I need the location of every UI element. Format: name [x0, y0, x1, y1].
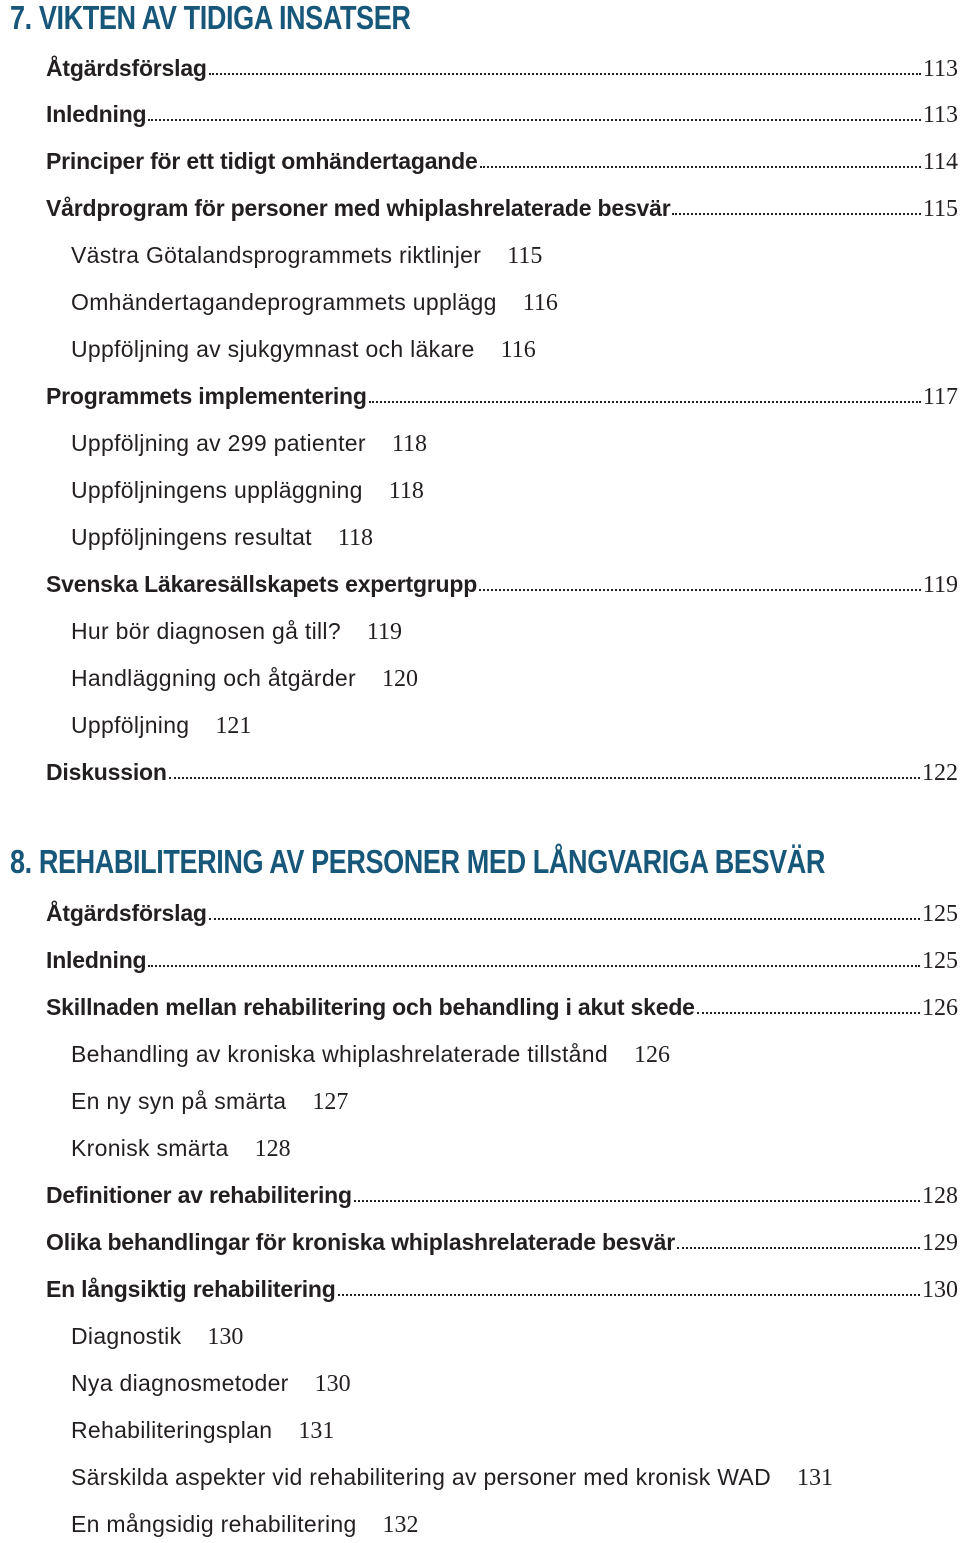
toc-entry[interactable] [46, 989, 958, 1025]
toc-entry-page: 126 [922, 995, 958, 1021]
toc-entry-title: Åtgärdsförslag [46, 55, 207, 81]
dot-leader [338, 1294, 920, 1296]
toc-entry-page: 113 [922, 56, 958, 82]
toc-subentry-title: Västra Götalandsprogrammets riktlinjer [71, 242, 482, 268]
toc-entry-page: 119 [922, 572, 958, 598]
toc-entry-title: Skillnaden mellan rehabilitering och behandling i akut skede [46, 994, 695, 1020]
toc-subentry-page: 126 [633, 1042, 670, 1068]
toc-subentry-page: 118 [388, 478, 424, 504]
toc-subentry-title: Handläggning och åtgärder [71, 665, 356, 691]
toc-subentry-page: 118 [337, 525, 373, 551]
toc-entry-page: 117 [922, 384, 958, 410]
toc-subentry-title: Rehabiliteringsplan [71, 1417, 273, 1443]
toc-entry-page: 122 [922, 760, 958, 786]
toc-entry-page: 130 [922, 1277, 958, 1303]
toc-subentry-title: Hur bör diagnosen gå till? [71, 618, 341, 644]
toc-entry-title: Principer för ett tidigt omhändertagande [46, 148, 478, 174]
toc-subentry-page: 128 [254, 1136, 291, 1162]
toc-entry[interactable] [46, 378, 958, 414]
toc-subentry[interactable] [71, 331, 536, 367]
toc-entry[interactable] [46, 190, 958, 226]
toc-entry[interactable] [46, 96, 958, 132]
toc-subentry-title: En mångsidig rehabilitering [71, 1511, 357, 1537]
dot-leader [369, 401, 921, 403]
toc-subentry-title: Uppföljning av sjukgymnast och läkare [71, 336, 475, 362]
toc-subentry-page: 127 [312, 1089, 349, 1115]
toc-subentry[interactable] [71, 1459, 833, 1495]
toc-entry-title: Olika behandlingar för kroniska whiplashrelaterade besvär [46, 1229, 675, 1255]
dot-leader [697, 1012, 920, 1014]
toc-subentry[interactable] [71, 1412, 334, 1448]
dot-leader [354, 1200, 920, 1202]
toc-subentry-title: Omhändertagandeprogrammets upplägg [71, 289, 497, 315]
toc-subentry-page: 120 [381, 666, 418, 692]
toc-subentry-page: 131 [298, 1418, 335, 1444]
toc-entry-page: 129 [922, 1230, 958, 1256]
dot-leader [148, 119, 920, 121]
toc-entry-title: Svenska Läkaresällskapets expertgrupp [46, 571, 478, 597]
toc-entry-page: 128 [922, 1183, 958, 1209]
toc-subentry[interactable] [71, 707, 251, 743]
toc-subentry-title: Uppföljningens uppläggning [71, 477, 363, 503]
toc-entry-title: Definitioner av rehabilitering [46, 1182, 352, 1208]
dot-leader [209, 73, 921, 75]
toc-subentry[interactable] [71, 1506, 419, 1542]
toc-entry-page: 125 [922, 901, 958, 927]
toc-subentry-title: Nya diagnosmetoder [71, 1370, 289, 1396]
toc-subentry-page: 130 [207, 1324, 244, 1350]
toc-subentry[interactable] [71, 1318, 243, 1354]
toc-entry[interactable] [46, 50, 958, 86]
toc-subentry-title: Uppföljning [71, 712, 190, 738]
toc-entry[interactable] [46, 1271, 958, 1307]
toc-subentry[interactable] [71, 472, 424, 508]
dot-leader [480, 166, 921, 168]
dot-leader [169, 777, 920, 779]
toc-entry-title: Vårdprogram för personer med whiplashrelaterade besvär [46, 195, 671, 221]
dot-leader [209, 918, 920, 920]
toc-subentry-title: Diagnostik [71, 1323, 182, 1349]
toc-subentry-title: Behandling av kroniska whiplashrelaterade tillstånd [71, 1041, 608, 1067]
toc-subentry-title: Uppföljning av 299 patienter [71, 430, 366, 456]
toc-entry-page: 115 [922, 196, 958, 222]
chapter-heading: 7. VIKTEN AV TIDIGA INSATSER [10, 0, 411, 36]
toc-entry-title: Programmets implementering [46, 383, 367, 409]
toc-subentry-page: 130 [314, 1371, 351, 1397]
toc-entry[interactable] [46, 942, 958, 978]
dot-leader [672, 213, 920, 215]
toc-entry-title: En långsiktig rehabilitering [46, 1276, 336, 1302]
toc-entry-title: Inledning [46, 101, 147, 127]
toc-subentry-page: 119 [366, 619, 403, 645]
toc-subentry[interactable] [71, 284, 558, 320]
toc-subentry[interactable] [71, 1036, 670, 1072]
dot-leader [677, 1247, 920, 1249]
toc-entry[interactable] [46, 143, 958, 179]
toc-subentry-title: Uppföljningens resultat [71, 524, 312, 550]
toc-entry[interactable] [46, 754, 958, 790]
toc-subentry-title: En ny syn på smärta [71, 1088, 287, 1114]
toc-entry-page: 125 [922, 948, 958, 974]
dot-leader [148, 965, 920, 967]
toc-subentry-title: Kronisk smärta [71, 1135, 229, 1161]
toc-entry-title: Diskussion [46, 759, 167, 785]
toc-entry[interactable] [46, 1177, 958, 1213]
toc-entry-title: Åtgärdsförslag [46, 900, 207, 926]
toc-subentry-title: Särskilda aspekter vid rehabilitering av personer med kronisk WAD [71, 1464, 771, 1490]
toc-subentry[interactable] [71, 613, 402, 649]
toc-subentry[interactable] [71, 237, 542, 273]
toc-entry-page: 113 [922, 102, 958, 128]
dot-leader [479, 589, 921, 591]
toc-entry[interactable] [46, 1224, 958, 1260]
toc-entry-page: 114 [922, 149, 958, 175]
toc-entry[interactable] [46, 895, 958, 931]
toc-subentry[interactable] [71, 1365, 351, 1401]
toc-subentry-page: 116 [522, 290, 558, 316]
toc-subentry[interactable] [71, 1083, 348, 1119]
toc-subentry[interactable] [71, 519, 373, 555]
toc-subentry-page: 121 [215, 713, 252, 739]
toc-subentry-page: 131 [797, 1465, 833, 1491]
toc-entry-title: Inledning [46, 947, 147, 973]
toc-subentry[interactable] [71, 660, 418, 696]
chapter-heading: 8. REHABILITERING AV PERSONER MED LÅNGVARIGA BESVÄR [10, 843, 826, 880]
toc-subentry-page: 118 [391, 431, 427, 457]
toc-entry[interactable] [46, 566, 958, 602]
toc-subentry-page: 116 [500, 337, 536, 363]
toc-subentry-page: 132 [382, 1512, 419, 1538]
toc-subentry[interactable] [71, 425, 427, 461]
toc-subentry[interactable] [71, 1130, 291, 1166]
toc-subentry-page: 115 [507, 243, 543, 269]
